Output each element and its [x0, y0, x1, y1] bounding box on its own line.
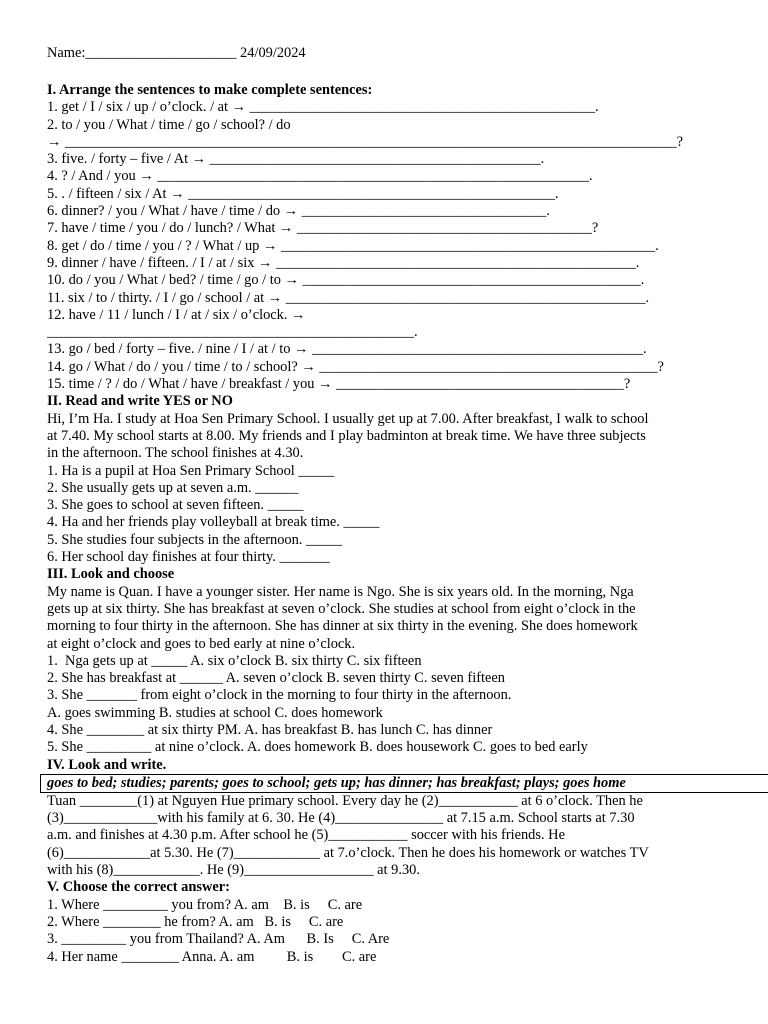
- section2-title: II. Read and write YES or NO: [47, 393, 233, 410]
- s1-line: 4. ? / And / you → ____________________________________________________________.: [47, 168, 593, 185]
- question-line: 6. Her school day finishes at four thirty. _______: [47, 549, 330, 566]
- passage-line: with his (8)____________. He (9)__________________ at 9.30.: [47, 862, 420, 879]
- section3-passage: [47, 584, 727, 653]
- question-line: 4. She ________ at six thirty PM. A. has breakfast B. has lunch C. has dinner: [47, 721, 493, 738]
- s1-line: 11. six / to / thirty. / I / go / school / at → __________________________________________________.: [47, 289, 650, 306]
- section3-questions: [47, 653, 727, 757]
- section2-questions: [47, 463, 727, 567]
- question-line: 4. Her name ________ Anna. A. am B. is C. are: [47, 948, 377, 965]
- section2-passage: [47, 411, 727, 463]
- passage-line: Hi, I’m Ha. I study at Hoa Sen Primary School. I usually get up at 7.00. After breakfast, I walk to school: [47, 410, 649, 427]
- s1-line: 12. have / 11 / lunch / I / at / six / o’clock. →: [47, 306, 306, 323]
- section4-title: IV. Look and write.: [47, 756, 167, 773]
- passage-line: (6)____________at 5.30. He (7)____________ at 7.o’clock. Then he does his homework or watches TV: [47, 844, 649, 861]
- passage-line: morning to four thirty in the afternoon. She has dinner at six thirty in the evening. She does homework: [47, 618, 638, 635]
- question-line: 3. _________ you from Thailand? A. Am B. Is C. Are: [47, 931, 390, 948]
- s1-line: 13. go / bed / forty – five. / nine / I / at / to → ______________________________________________.: [47, 341, 647, 358]
- s1-line: 15. time / ? / do / What / have / breakfast / you → ________________________________________?: [47, 376, 631, 393]
- passage-line: a.m. and finishes at 4.30 p.m. After school he (5)___________ soccer with his friends. He: [47, 827, 565, 844]
- s1-line: 5. . / fifteen / six / At → ___________________________________________________.: [47, 185, 559, 202]
- s1-line: 6. dinner? / you / What / have / time / do → __________________________________.: [47, 203, 550, 220]
- s1-line: 2. to / you / What / time / go / school? / do: [47, 116, 291, 133]
- question-line: A. goes swimming B. studies at school C. does homework: [47, 704, 383, 721]
- word-box: goes to bed; studies; parents; goes to school; gets up; has dinner; has breakfast; plays; goes home: [40, 774, 768, 793]
- section3-title: III. Look and choose: [47, 566, 175, 583]
- question-line: 3. She goes to school at seven fifteen. _____: [47, 497, 304, 514]
- passage-line: Tuan ________(1) at Nguyen Hue primary school. Every day he (2)___________ at 6 o’clock. Then he: [47, 792, 643, 809]
- s1-line: 3. five. / forty – five / At → ______________________________________________.: [47, 151, 545, 168]
- question-line: 4. Ha and her friends play volleyball at break time. _____: [47, 514, 380, 531]
- s1-line: 7. have / time / you / do / lunch? / What → _________________________________________?: [47, 220, 599, 237]
- section4-passage: [47, 793, 727, 879]
- section5-title: V. Choose the correct answer:: [47, 879, 230, 896]
- question-line: 2. She usually gets up at seven a.m. ______: [47, 479, 299, 496]
- question-line: 3. She _______ from eight o’clock in the morning to four thirty in the afternoon.: [47, 687, 512, 704]
- s1-line: 9. dinner / have / fifteen. / I / at / six → __________________________________________________.: [47, 254, 640, 271]
- s1-line: 10. do / you / What / bed? / time / go / to → _______________________________________________.: [47, 272, 645, 289]
- passage-line: in the afternoon. The school finishes at 4.30.: [47, 445, 304, 462]
- passage-line: My name is Quan. I have a younger sister. Her name is Ngo. She is six years old. In the morning, Nga: [47, 583, 634, 600]
- section5-questions: [47, 897, 727, 966]
- question-line: 5. She _________ at nine o’clock. A. does homework B. does housework C. goes to bed early: [47, 739, 588, 756]
- passage-line: (3)_____________with his family at 6. 30. He (4)_______________ at 7.15 a.m. School starts at 7.30: [47, 810, 635, 827]
- question-line: 1. Nga gets up at _____ A. six o’clock B. six thirty C. six fifteen: [47, 652, 422, 669]
- question-line: 5. She studies four subjects in the afternoon. _____: [47, 531, 342, 548]
- passage-line: at eight o’clock and goes to bed early at nine o’clock.: [47, 635, 356, 652]
- question-line: 2. She has breakfast at ______ A. seven o’clock B. seven thirty C. seven fifteen: [47, 670, 505, 687]
- s1-line: → _____________________________________________________________________________________?: [47, 133, 683, 150]
- s1-line: 8. get / do / time / you / ? / What / up → ____________________________________________________.: [47, 237, 659, 254]
- passage-line: at 7.40. My school starts at 8.00. My friends and I play badminton at break time. We have three subjects: [47, 427, 646, 444]
- question-line: 2. Where ________ he from? A. am B. is C. are: [47, 913, 344, 930]
- section1-title: I. Arrange the sentences to make complete sentences:: [47, 82, 373, 98]
- question-line: 1. Where _________ you from? A. am B. is C. are: [47, 896, 363, 913]
- s1-line: ___________________________________________________.: [47, 324, 418, 341]
- worksheet: [47, 44, 727, 966]
- name-date-line: Name:_____________________ 24/09/2024: [47, 45, 306, 61]
- section1-list: [47, 99, 727, 393]
- question-line: 1. Ha is a pupil at Hoa Sen Primary School _____: [47, 462, 335, 479]
- passage-line: gets up at six thirty. She has breakfast at seven o’clock. She studies at school from eight o’clock in the: [47, 600, 636, 617]
- s1-line: 14. go / What / do / you / time / to / school? → _______________________________________________?: [47, 358, 664, 375]
- s1-line: 1. get / I / six / up / o’clock. / at → ________________________________________________.: [47, 99, 599, 116]
